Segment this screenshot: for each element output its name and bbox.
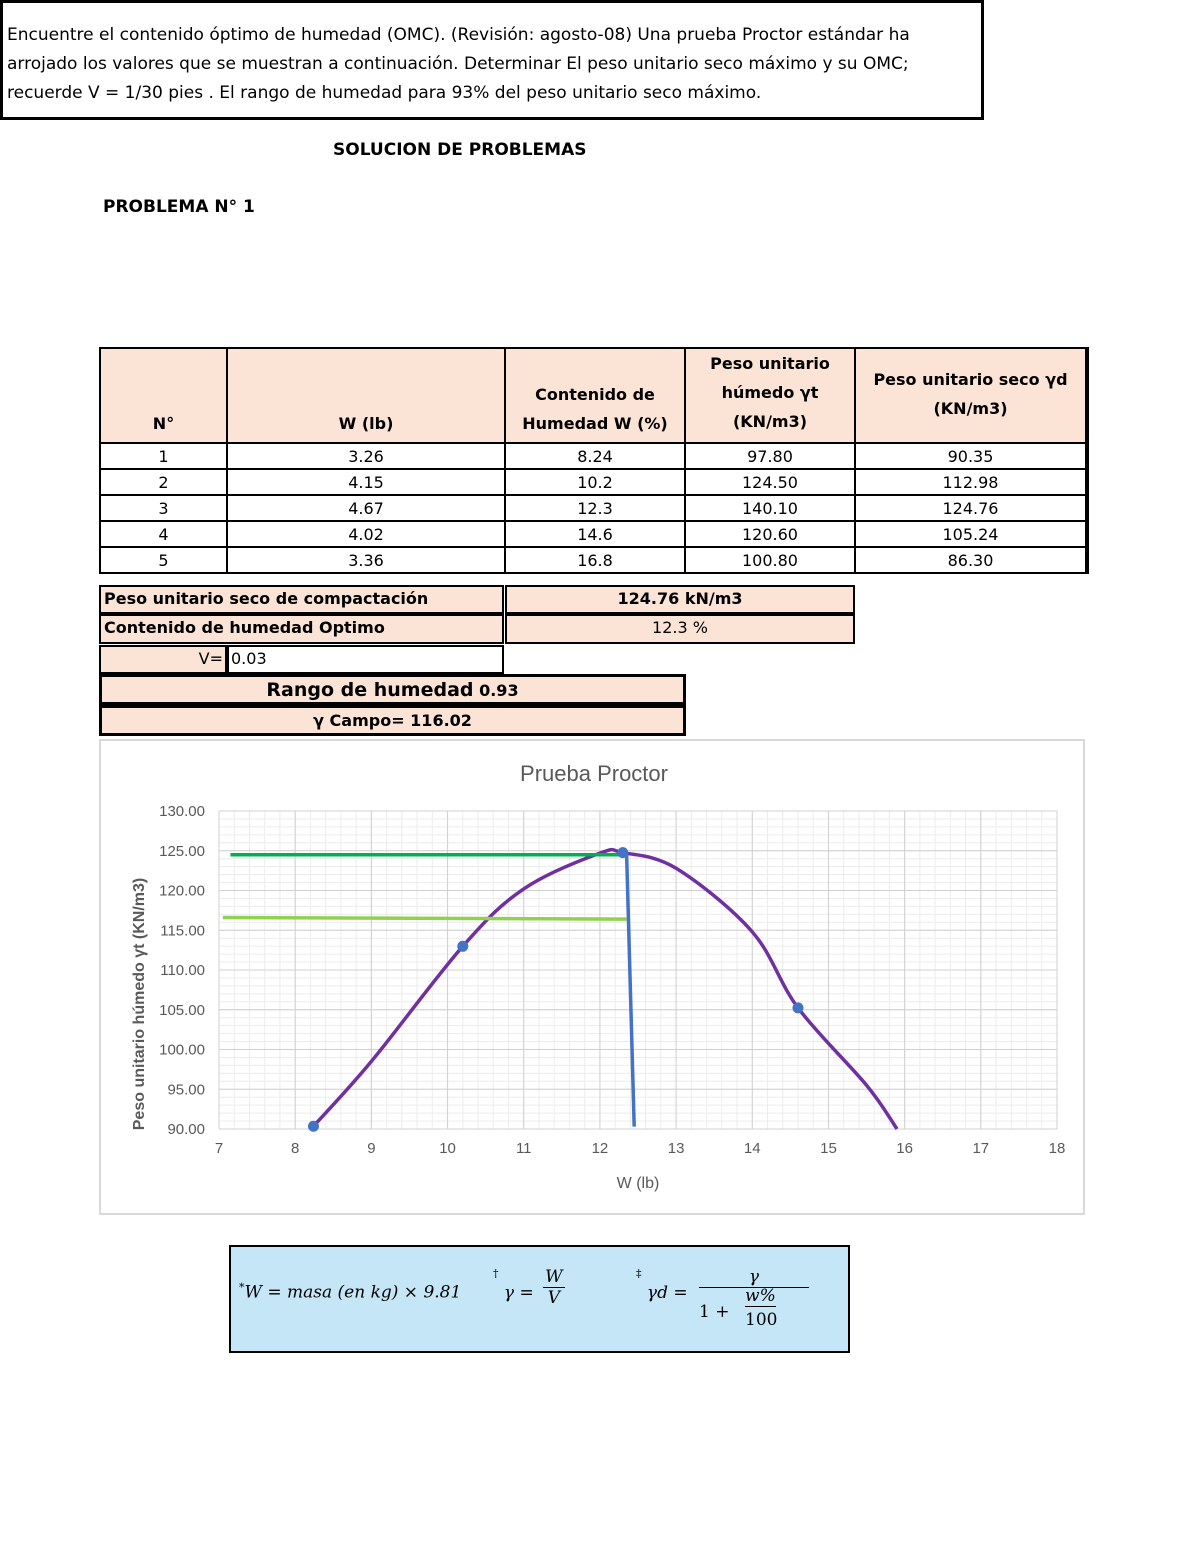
cell: 4.15	[227, 469, 505, 495]
x-tick-label: 9	[367, 1140, 376, 1157]
cell: 10.2	[505, 469, 685, 495]
y-tick-label: 100.00	[159, 1041, 205, 1059]
x-axis-label: W (lb)	[616, 1175, 660, 1192]
formula-unit-weight: † γ = $\frac{W}{V}$	[493, 1267, 563, 1308]
x-tick-label: 12	[591, 1140, 609, 1157]
cell: 86.30	[855, 547, 1087, 573]
chart-title: Prueba Proctor	[520, 761, 668, 786]
cell: 112.98	[855, 469, 1087, 495]
y-tick-label: 115.00	[160, 922, 205, 940]
x-tick-label: 14	[743, 1140, 761, 1157]
fitted-curve	[313, 850, 897, 1129]
header-wet-weight: Peso unitario húmedo γt (KN/m3)	[685, 348, 855, 443]
table-row	[100, 547, 1087, 573]
data-point	[617, 847, 628, 858]
y-axis-label: Peso unitario húmedo γt (KN/m3)	[131, 877, 148, 1131]
field-row	[99, 705, 686, 736]
cell: 14.6	[505, 521, 685, 547]
cell: 97.80	[685, 443, 855, 469]
data-point	[308, 1121, 319, 1132]
range-label: Rango de humedad	[266, 679, 474, 701]
cell: 140.10	[685, 495, 855, 521]
y-tick-label: 95.00	[167, 1081, 205, 1099]
table-header-row	[100, 348, 1087, 443]
cell: 3.36	[227, 547, 505, 573]
y-tick-label: 105.00	[159, 1001, 205, 1019]
v-value: 0.03	[227, 645, 504, 674]
dry-weight-value: 124.76 kN/m3	[505, 585, 855, 614]
x-tick-label: 7	[214, 1140, 224, 1157]
description-line: Encuentre el contenido óptimo de humedad (OMC). (Revisión: agosto-08) Una prueba Proctor estándar ha	[7, 25, 910, 45]
description-line: recuerde V = 1/30 pies . El rango de humedad para 93% del peso unitario seco máximo.	[7, 83, 762, 103]
cell: 100.80	[685, 547, 855, 573]
table-row	[100, 443, 1087, 469]
moisture-label: Contenido de humedad Optimo	[99, 614, 504, 644]
cell: 105.24	[855, 521, 1087, 547]
cell: 8.24	[505, 443, 685, 469]
header-number: N°	[100, 348, 227, 443]
cell: 12.3	[505, 495, 685, 521]
cell: 2	[100, 469, 227, 495]
page-title: SOLUCION DE PROBLEMAS	[333, 140, 587, 160]
reference-line	[223, 918, 627, 920]
field-label: γ Campo=	[313, 711, 405, 730]
cell: 120.60	[685, 521, 855, 547]
x-tick-label: 18	[1048, 1140, 1066, 1157]
cell: 124.50	[685, 469, 855, 495]
y-tick-label: 120.00	[159, 882, 205, 900]
x-tick-label: 15	[820, 1140, 837, 1157]
header-moisture: Contenido de Humedad W (%)	[505, 348, 685, 443]
y-tick-label: 90.00	[167, 1121, 205, 1138]
x-tick-label: 10	[439, 1140, 456, 1157]
header-weight: W (lb)	[227, 348, 505, 443]
chart-svg	[101, 741, 1083, 1213]
x-tick-label: 13	[667, 1140, 685, 1157]
proctor-chart	[99, 739, 1085, 1215]
problem-description	[0, 0, 984, 120]
formula-box	[229, 1245, 850, 1353]
data-table	[99, 347, 1089, 574]
range-row	[99, 674, 686, 705]
data-point	[792, 1002, 803, 1013]
cell: 3	[100, 495, 227, 521]
dry-weight-label: Peso unitario seco de compactación	[99, 585, 504, 614]
moisture-value: 12.3 %	[505, 614, 855, 644]
description-line: arrojado los valores que se muestran a continuación. Determinar El peso unitario seco máximo y su OMC;	[7, 54, 909, 74]
y-tick-label: 125.00	[159, 842, 205, 860]
y-tick-label: 130.00	[159, 803, 205, 820]
formula-weight: *W = masa (en kg) × 9.81	[239, 1281, 462, 1303]
table-row	[100, 521, 1087, 547]
formula-dry-weight: ‡ γd = γ 1 + w% 100	[636, 1267, 809, 1338]
field-value: 116.02	[410, 711, 472, 730]
x-tick-label: 17	[972, 1140, 990, 1157]
cell: 5	[100, 547, 227, 573]
cell: 16.8	[505, 547, 685, 573]
v-label: V=	[99, 645, 227, 674]
problem-label: PROBLEMA N° 1	[103, 197, 255, 217]
x-tick-label: 11	[515, 1140, 532, 1157]
cell: 4.67	[227, 495, 505, 521]
cell: 4.02	[227, 521, 505, 547]
table-row	[100, 495, 1087, 521]
cell: 90.35	[855, 443, 1087, 469]
data-point	[457, 941, 468, 952]
cell: 124.76	[855, 495, 1087, 521]
x-tick-label: 16	[896, 1140, 913, 1157]
cell: 3.26	[227, 443, 505, 469]
cell: 1	[100, 443, 227, 469]
header-dry-weight: Peso unitario seco γd (KN/m3)	[855, 348, 1087, 443]
x-tick-label: 8	[291, 1140, 300, 1157]
range-value: 0.93	[479, 681, 519, 700]
cell: 4	[100, 521, 227, 547]
table-row	[100, 469, 1087, 495]
y-tick-label: 110.00	[160, 962, 205, 979]
